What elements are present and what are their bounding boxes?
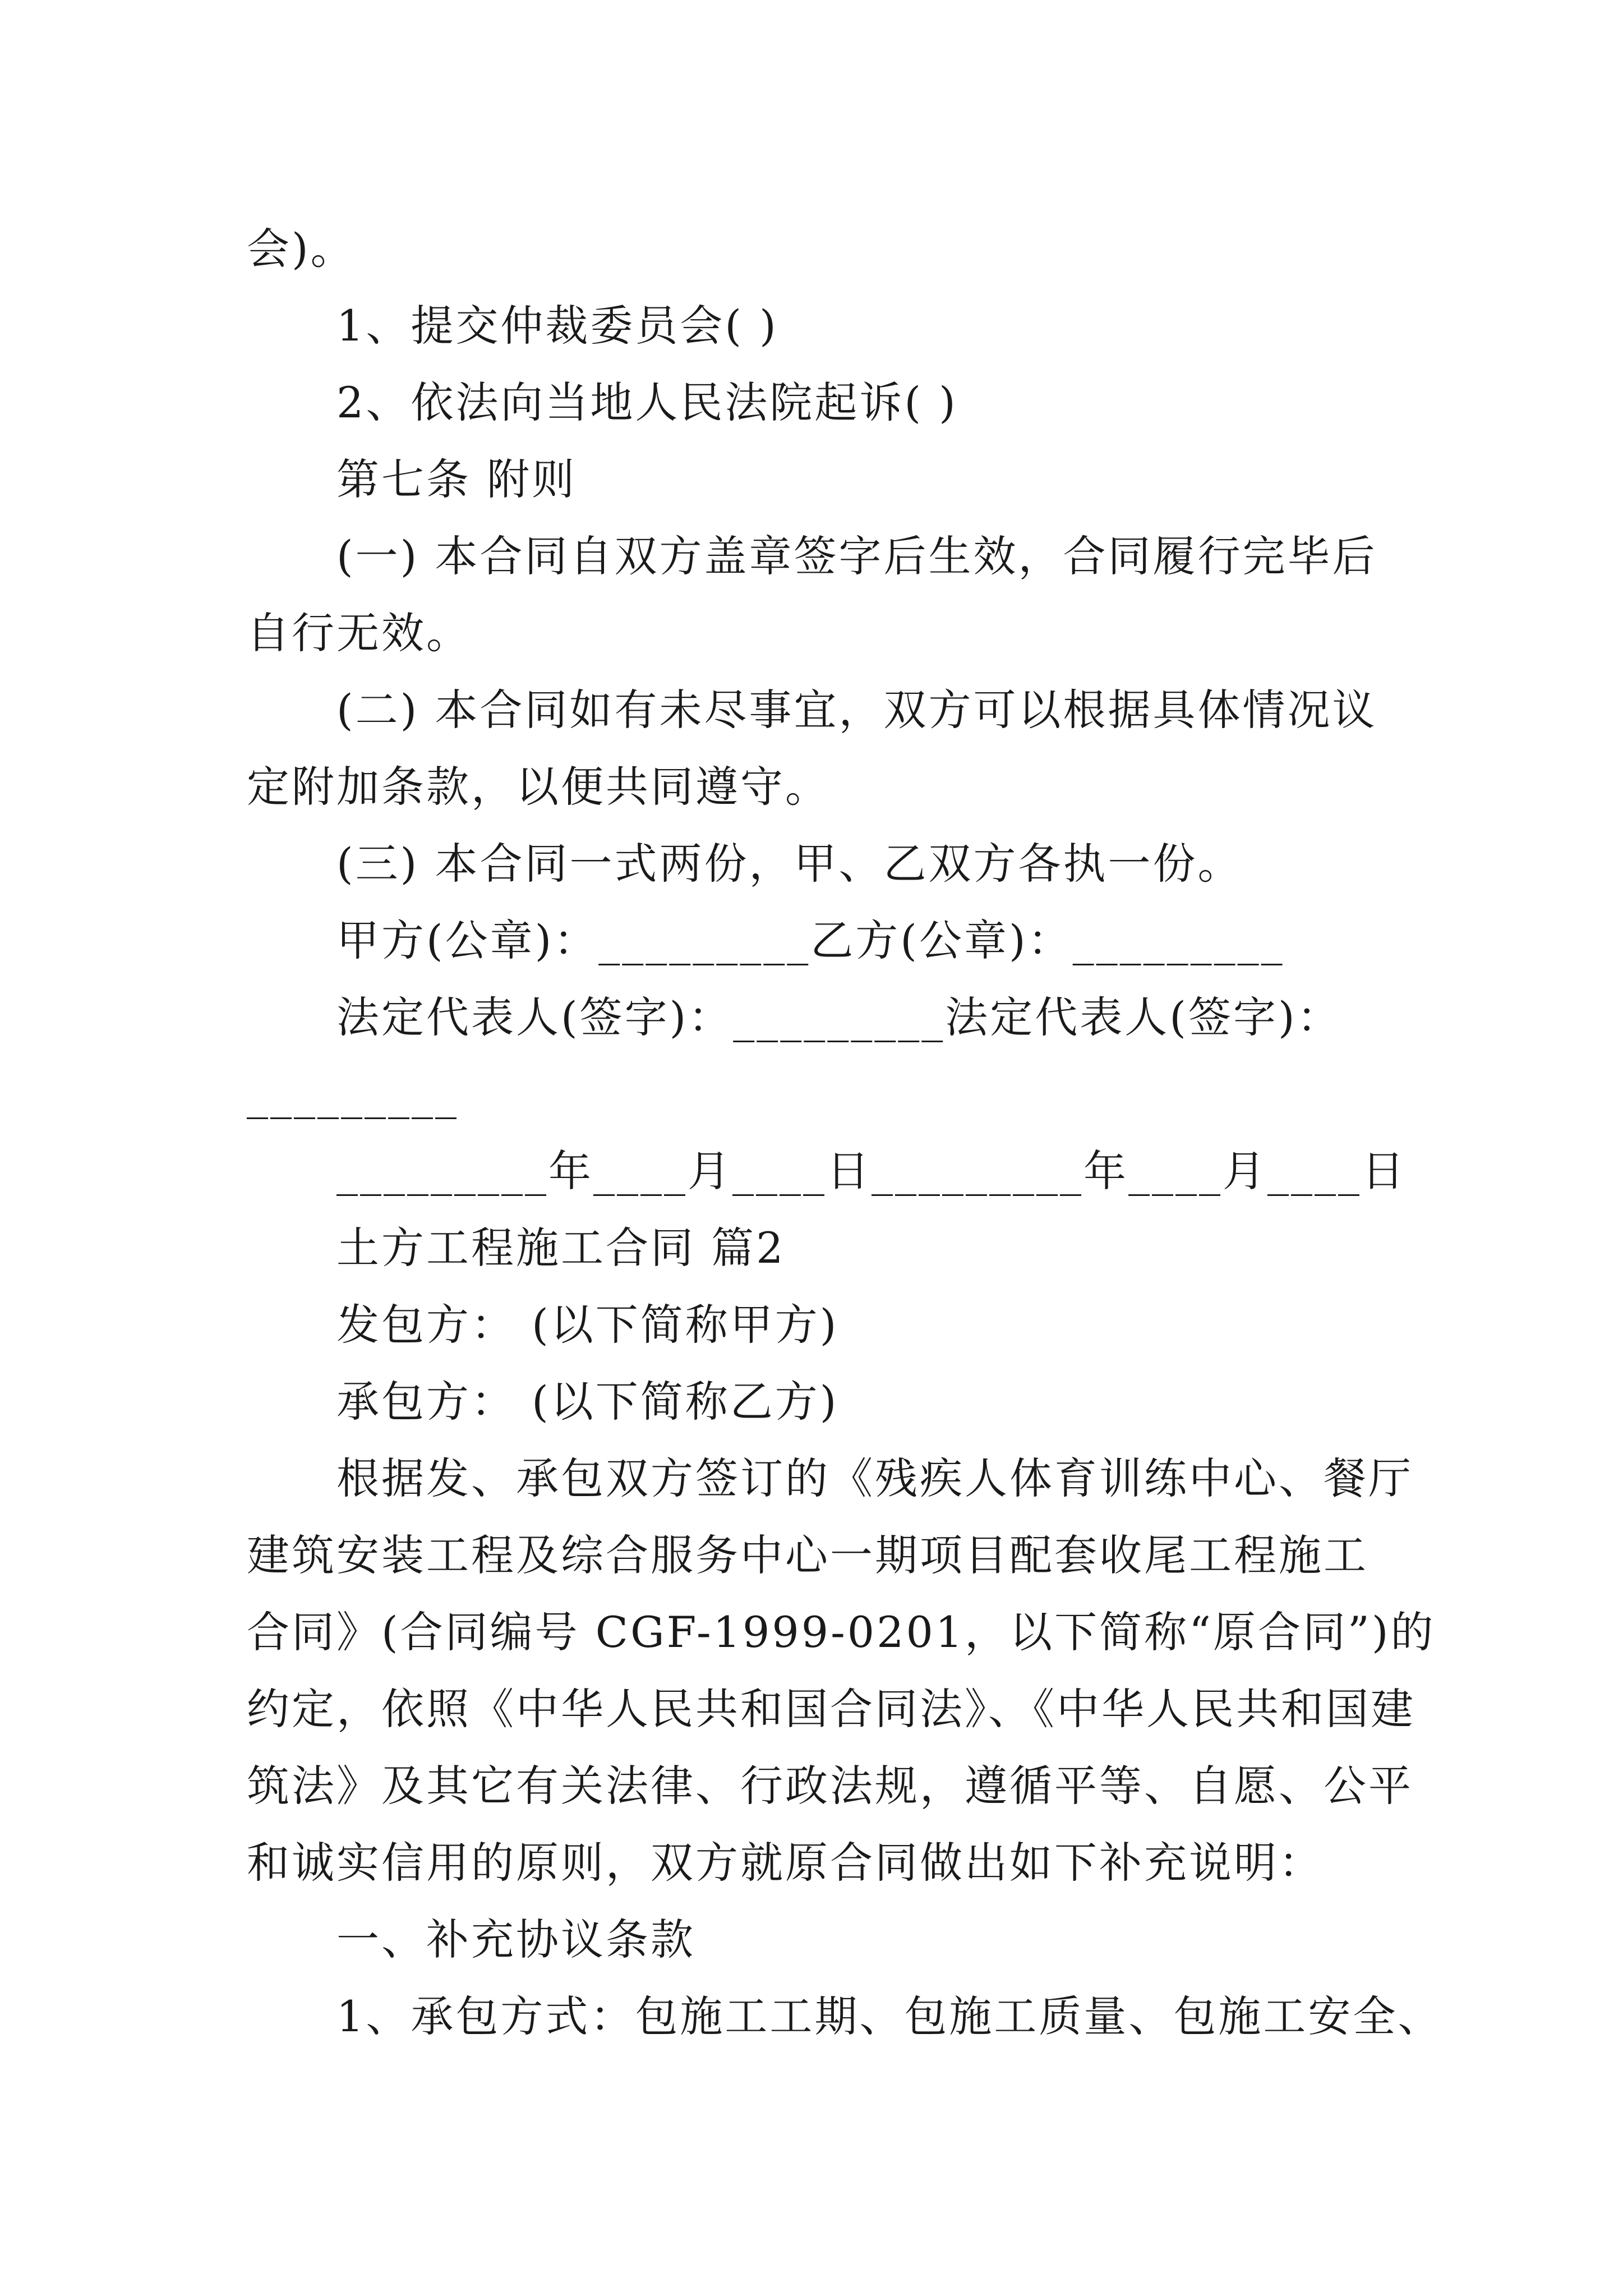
text-line: 1、提交仲裁委员会( ) bbox=[336, 301, 778, 351]
text-line: (三) 本合同一式两份，甲、乙双方各执一份。 bbox=[336, 839, 1243, 889]
text-line: 筑法》及其它有关法律、行政法规，遵循平等、自愿、公平 bbox=[247, 1761, 1413, 1811]
signature-line: 法定代表人(签字)：_________法定代表人(签字)： bbox=[336, 992, 1342, 1042]
text-line: 会)。 bbox=[247, 224, 356, 274]
text-line: 根据发、承包双方签订的《残疾人体育训练中心、餐厅 bbox=[336, 1453, 1413, 1503]
signature-line: _________ bbox=[247, 1069, 459, 1119]
text-line: 合同》(合同编号 CGF-1999-0201，以下简称“原合同”)的 bbox=[247, 1607, 1436, 1657]
text-line: 自行无效。 bbox=[247, 608, 471, 658]
signature-line: 甲方(公章)：_________乙方(公章)：_________ bbox=[336, 915, 1285, 965]
text-line: (一) 本合同自双方盖章签字后生效，合同履行完毕后 bbox=[336, 531, 1377, 581]
text-line: (二) 本合同如有未尽事宜，双方可以根据具体情况议 bbox=[336, 685, 1377, 735]
text-line: 和诚实信用的原则，双方就原合同做出如下补充说明： bbox=[247, 1838, 1324, 1888]
text-line: 发包方： (以下简称甲方) bbox=[336, 1300, 839, 1350]
text-line: 约定，依照《中华人民共和国合同法》、《中华人民共和国建 bbox=[247, 1684, 1415, 1734]
date-line: _________年____月____日_________年____月____日 bbox=[336, 1146, 1407, 1196]
section-title: 土方工程施工合同 篇2 bbox=[336, 1223, 786, 1273]
article-heading: 第七条 附则 bbox=[336, 454, 577, 504]
text-line: 建筑安装工程及综合服务中心一期项目配套收尾工程施工 bbox=[247, 1530, 1368, 1580]
text-line: 2、依法向当地人民法院起诉( ) bbox=[336, 378, 958, 427]
text-line: 1、承包方式：包施工工期、包施工质量、包施工安全、 bbox=[336, 1991, 1443, 2041]
text-line: 定附加条款，以便共同遵守。 bbox=[247, 762, 830, 812]
section-heading: 一、补充协议条款 bbox=[336, 1915, 695, 1964]
text-line: 承包方： (以下简称乙方) bbox=[336, 1377, 839, 1427]
